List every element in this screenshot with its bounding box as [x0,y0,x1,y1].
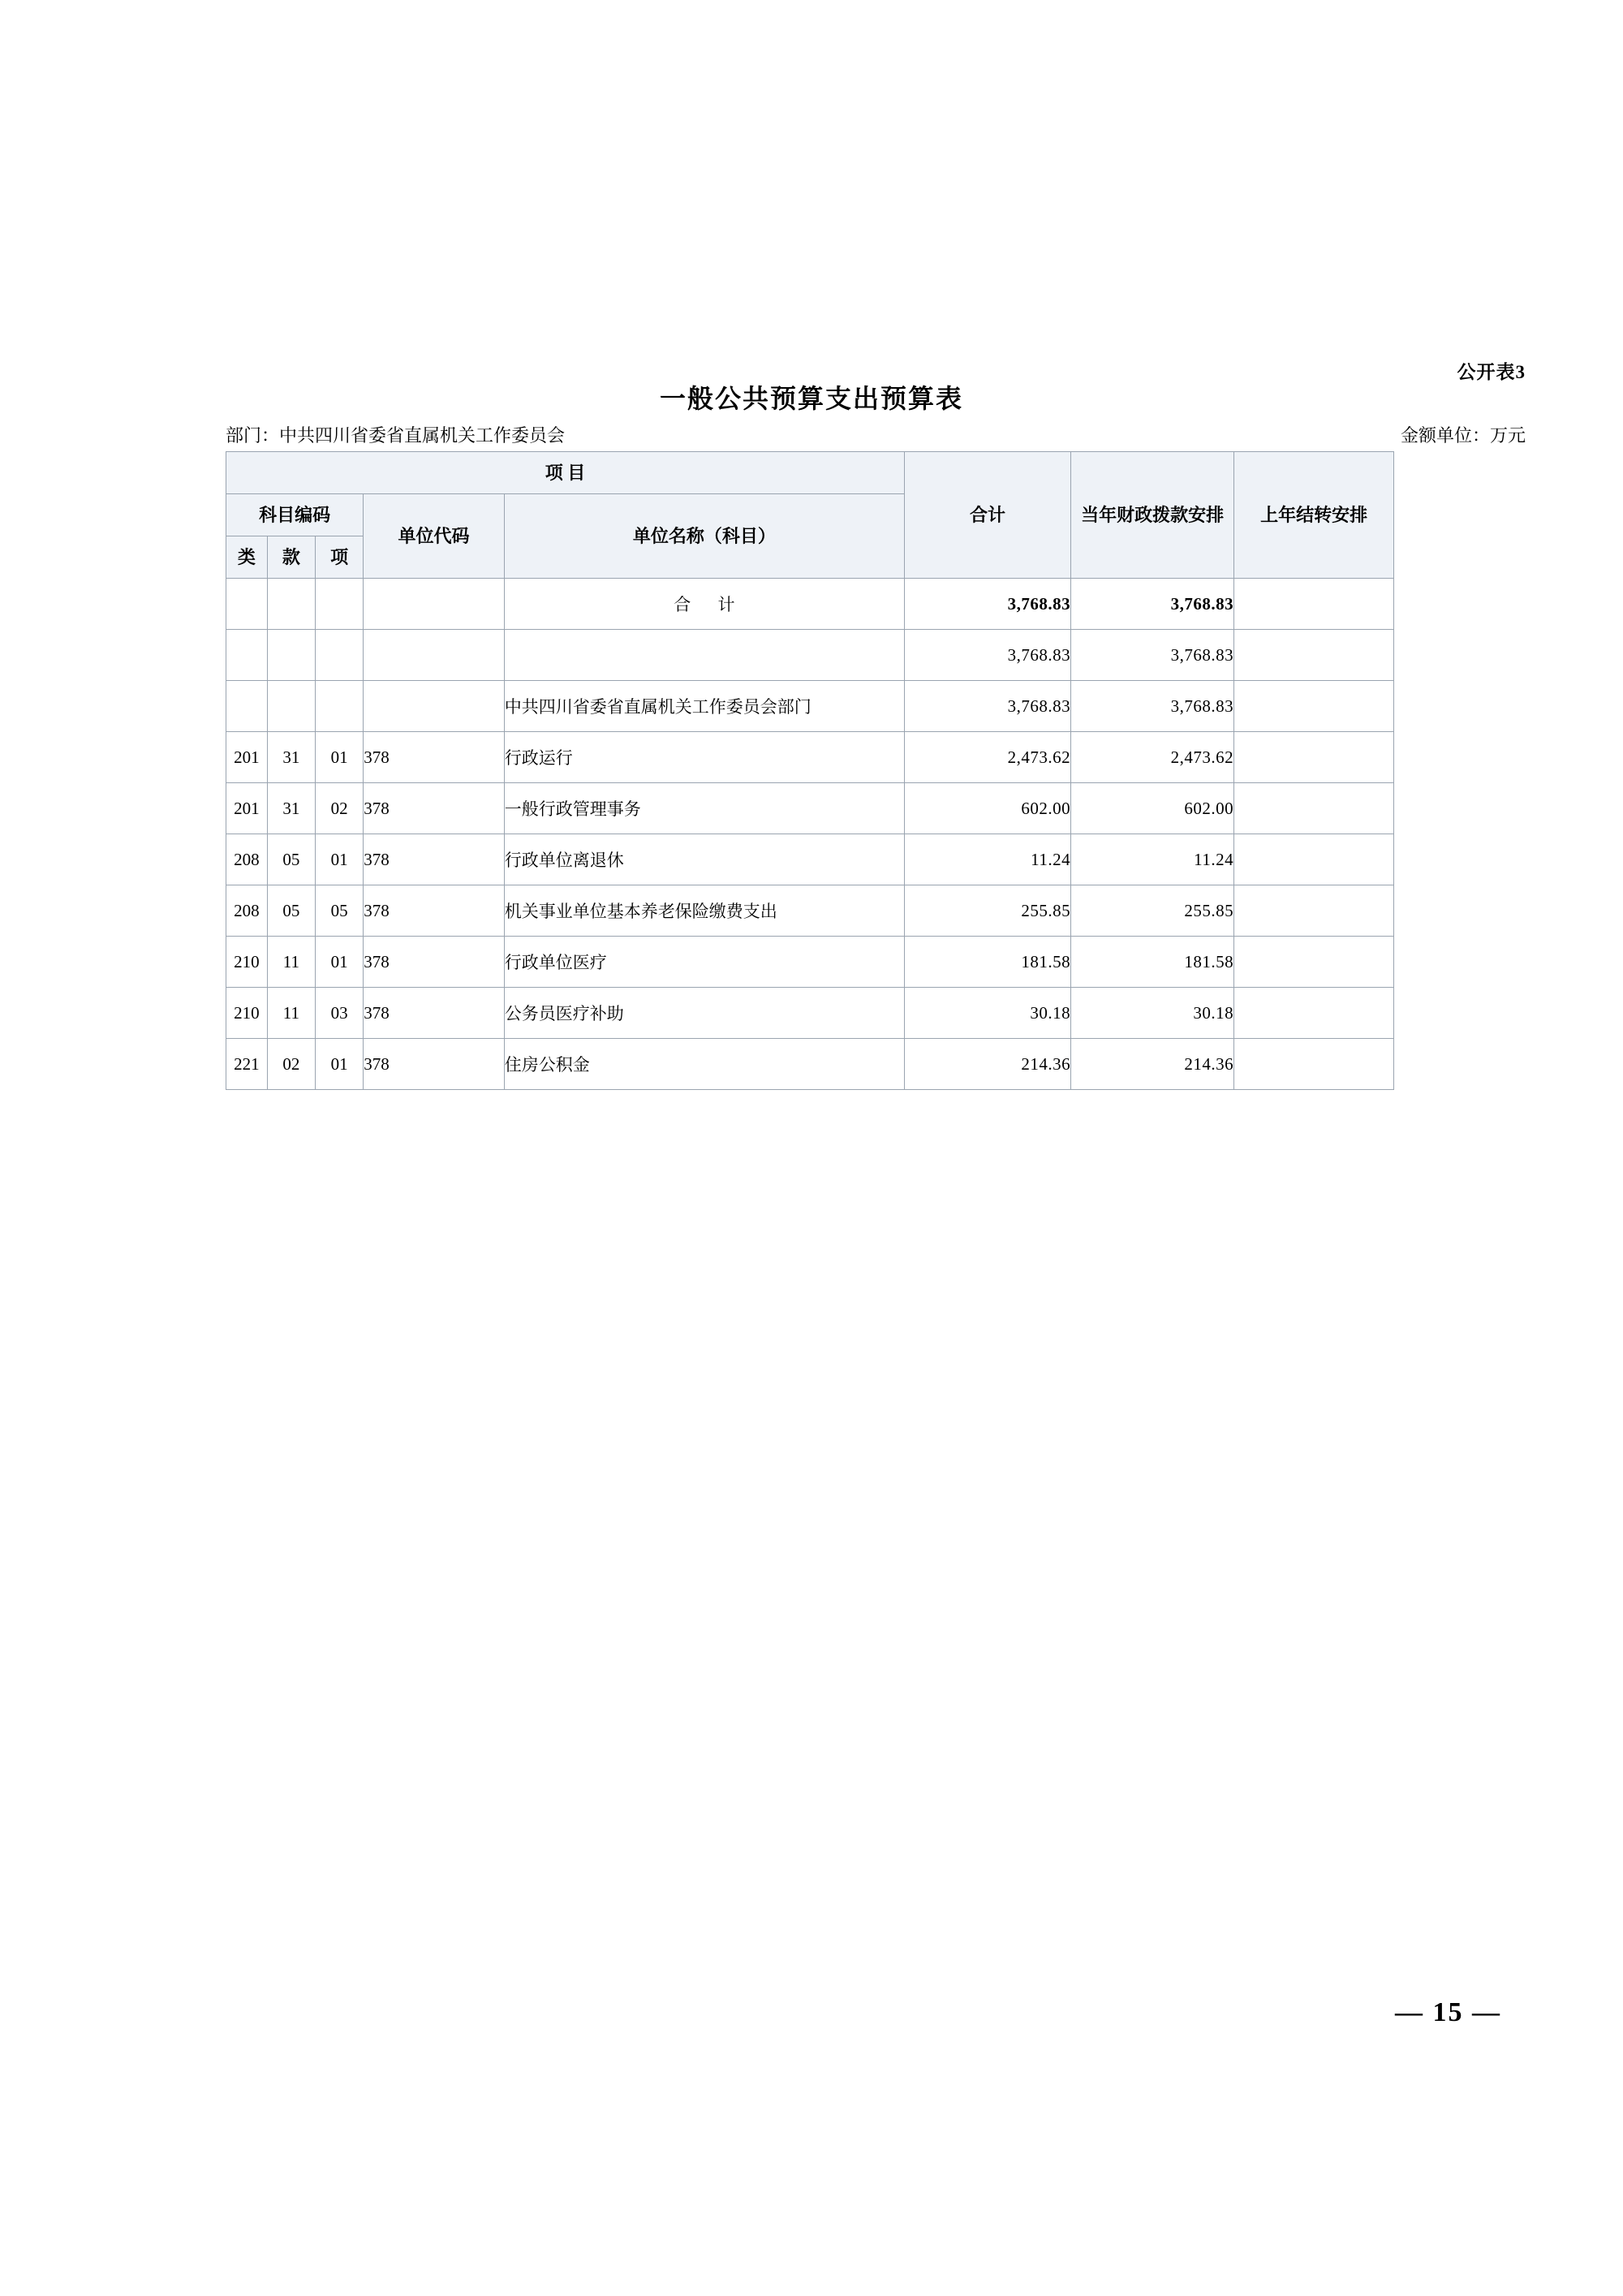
header-code-section: 款 [267,536,315,579]
table-meta [226,422,1526,446]
department-label: 部门：中共四川省委省直属机关工作委员会 [226,425,566,446]
cell-carryover [1234,937,1394,988]
cell-name: 行政运行 [504,732,904,783]
cell-section [267,579,315,630]
header-code-group: 科目编码 [226,494,364,536]
sheet-label: 公开表3 [1457,362,1526,382]
header-code-class: 类 [226,536,268,579]
cell-section: 31 [267,783,315,834]
cell-total: 602.00 [904,783,1070,834]
cell-unit-code: 378 [364,988,505,1039]
cell-item [316,579,364,630]
cell-total: 2,473.62 [904,732,1070,783]
table-row [226,732,1394,783]
cell-appropriation: 11.24 [1071,834,1234,885]
cell-class [226,681,268,732]
header-unit-code: 单位代码 [364,494,505,579]
budget-expenditure-table [226,451,1394,1090]
cell-unit-code: 378 [364,783,505,834]
cell-unit-code: 378 [364,732,505,783]
cell-carryover [1234,885,1394,937]
cell-item: 01 [316,1039,364,1090]
cell-carryover [1234,681,1394,732]
page-number: — 15 — [1395,1997,1501,2027]
cell-carryover [1234,1039,1394,1090]
cell-carryover [1234,988,1394,1039]
header-prior-carryover: 上年结转安排 [1234,452,1394,579]
cell-class: 201 [226,732,268,783]
cell-carryover [1234,579,1394,630]
table-row [226,885,1394,937]
cell-unit-code: 378 [364,834,505,885]
cell-appropriation: 255.85 [1071,885,1234,937]
cell-item [316,681,364,732]
cell-item: 01 [316,834,364,885]
cell-class [226,630,268,681]
cell-total: 214.36 [904,1039,1070,1090]
cell-class: 221 [226,1039,268,1090]
cell-total: 3,768.83 [904,630,1070,681]
cell-carryover [1234,732,1394,783]
cell-item: 01 [316,732,364,783]
table-row [226,630,1394,681]
cell-section: 05 [267,885,315,937]
cell-appropriation: 3,768.83 [1071,630,1234,681]
amount-unit-label: 金额单位：万元 [1400,425,1526,446]
table-row [226,937,1394,988]
header-code-item: 项 [316,536,364,579]
cell-unit-code [364,579,505,630]
header-item-group: 项 目 [226,452,905,494]
cell-section: 11 [267,937,315,988]
cell-item: 03 [316,988,364,1039]
table-row [226,579,1394,630]
cell-carryover [1234,783,1394,834]
header-total: 合计 [904,452,1070,579]
cell-section: 02 [267,1039,315,1090]
table-row [226,1039,1394,1090]
cell-appropriation: 214.36 [1071,1039,1234,1090]
table-row [226,988,1394,1039]
cell-carryover [1234,834,1394,885]
cell-class [226,579,268,630]
cell-name: 住房公积金 [504,1039,904,1090]
cell-appropriation: 602.00 [1071,783,1234,834]
page-title: 一般公共预算支出预算表 [659,384,963,413]
cell-total: 3,768.83 [904,681,1070,732]
cell-carryover [1234,630,1394,681]
cell-total: 30.18 [904,988,1070,1039]
table-row [226,783,1394,834]
cell-section: 31 [267,732,315,783]
header-current-appropriation: 当年财政拨款安排 [1071,452,1234,579]
cell-name: 中共四川省委省直属机关工作委员会部门 [504,681,904,732]
cell-name: 行政单位离退休 [504,834,904,885]
cell-total: 11.24 [904,834,1070,885]
cell-item: 01 [316,937,364,988]
cell-name: 一般行政管理事务 [504,783,904,834]
cell-appropriation: 3,768.83 [1071,681,1234,732]
cell-name: 机关事业单位基本养老保险缴费支出 [504,885,904,937]
cell-unit-code: 378 [364,1039,505,1090]
cell-class: 208 [226,885,268,937]
cell-appropriation: 2,473.62 [1071,732,1234,783]
cell-name: 公务员医疗补助 [504,988,904,1039]
cell-section: 05 [267,834,315,885]
cell-class: 201 [226,783,268,834]
cell-section: 11 [267,988,315,1039]
cell-unit-code: 378 [364,937,505,988]
cell-class: 210 [226,988,268,1039]
header-unit-name: 单位名称（科目） [504,494,904,579]
cell-total: 181.58 [904,937,1070,988]
cell-name [504,630,904,681]
table-row [226,834,1394,885]
cell-name: 行政单位医疗 [504,937,904,988]
cell-appropriation: 30.18 [1071,988,1234,1039]
budget-table-body [226,579,1394,1090]
cell-item: 05 [316,885,364,937]
cell-unit-code [364,681,505,732]
cell-item [316,630,364,681]
cell-section [267,630,315,681]
table-row [226,681,1394,732]
cell-unit-code [364,630,505,681]
cell-appropriation: 181.58 [1071,937,1234,988]
cell-class: 208 [226,834,268,885]
cell-section [267,681,315,732]
cell-total: 255.85 [904,885,1070,937]
cell-total: 3,768.83 [904,579,1070,630]
cell-appropriation: 3,768.83 [1071,579,1234,630]
cell-class: 210 [226,937,268,988]
cell-unit-code: 378 [364,885,505,937]
cell-item: 02 [316,783,364,834]
cell-name: 合 计 [504,579,904,630]
